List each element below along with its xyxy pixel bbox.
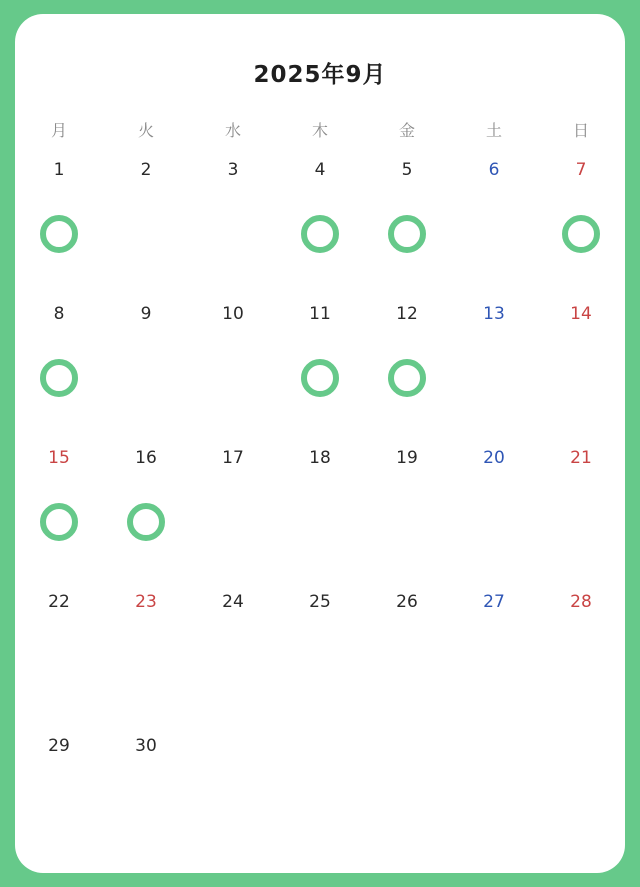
circle-mark-icon [40,359,78,397]
circle-mark-icon [388,215,426,253]
day-cell-25[interactable]: 25 [309,592,331,612]
calendar-card [15,14,625,873]
weekday-header: 火 [137,121,154,140]
circle-mark-icon [388,359,426,397]
day-cell-17[interactable]: 17 [222,448,244,468]
day-cell-27[interactable]: 27 [483,592,505,612]
day-cell-15[interactable]: 15 [48,448,70,468]
day-cell-2[interactable]: 2 [140,160,152,180]
weekday-header: 日 [572,121,589,140]
day-cell-4[interactable]: 4 [314,160,326,180]
day-cell-6[interactable]: 6 [488,160,500,180]
day-cell-26[interactable]: 26 [396,592,418,612]
day-cell-5[interactable]: 5 [401,160,413,180]
circle-mark-icon [127,503,165,541]
circle-mark-icon [40,215,78,253]
day-cell-29[interactable]: 29 [48,736,70,756]
day-cell-10[interactable]: 10 [222,304,244,324]
weekday-header: 水 [224,121,241,140]
day-cell-19[interactable]: 19 [396,448,418,468]
day-cell-12[interactable]: 12 [396,304,418,324]
day-cell-14[interactable]: 14 [570,304,592,324]
weekday-header: 月 [50,121,67,140]
day-cell-28[interactable]: 28 [570,592,592,612]
weekday-header: 金 [398,121,415,140]
month-title: 2025年9月 [253,62,387,88]
circle-mark-icon [301,215,339,253]
day-cell-1[interactable]: 1 [53,160,65,180]
day-cell-22[interactable]: 22 [48,592,70,612]
circle-mark-icon [40,503,78,541]
day-cell-8[interactable]: 8 [53,304,65,324]
day-cell-30[interactable]: 30 [135,736,157,756]
day-cell-9[interactable]: 9 [140,304,152,324]
day-cell-23[interactable]: 23 [135,592,157,612]
day-cell-24[interactable]: 24 [222,592,244,612]
weekday-header: 土 [485,121,502,140]
day-cell-20[interactable]: 20 [483,448,505,468]
circle-mark-icon [562,215,600,253]
day-cell-7[interactable]: 7 [575,160,587,180]
day-cell-13[interactable]: 13 [483,304,505,324]
day-cell-3[interactable]: 3 [227,160,239,180]
day-cell-11[interactable]: 11 [309,304,331,324]
circle-mark-icon [301,359,339,397]
day-cell-21[interactable]: 21 [570,448,592,468]
weekday-header: 木 [311,121,328,140]
day-cell-18[interactable]: 18 [309,448,331,468]
day-cell-16[interactable]: 16 [135,448,157,468]
